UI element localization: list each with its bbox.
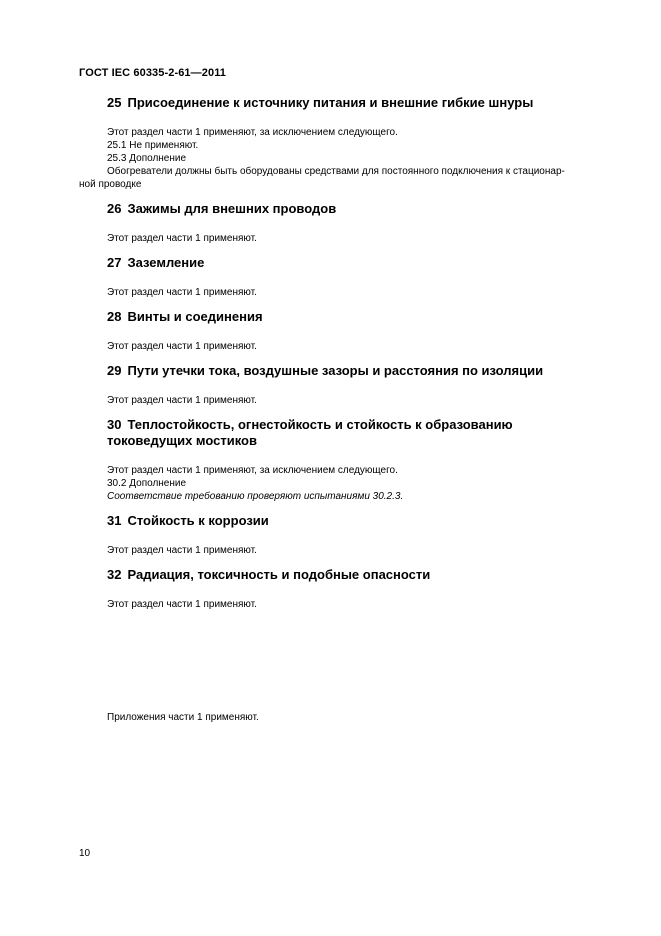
annexes-note: Приложения части 1 применяют. bbox=[107, 712, 259, 723]
section-number: 29 bbox=[107, 363, 122, 378]
section-29 bbox=[79, 363, 599, 407]
section-heading: Заземление bbox=[127, 255, 205, 270]
section-30 bbox=[79, 417, 599, 503]
section-heading: Зажимы для внешних проводов bbox=[127, 201, 337, 216]
section-number: 28 bbox=[107, 309, 122, 324]
section-heading: Радиация, токсичность и подобные опасности bbox=[127, 567, 431, 582]
section-title bbox=[107, 417, 599, 449]
document-header: ГОСТ IEC 60335-2-61—2011 bbox=[79, 67, 227, 79]
section-number: 32 bbox=[107, 567, 122, 582]
section-body bbox=[79, 544, 599, 557]
section-title bbox=[107, 201, 599, 217]
section-title bbox=[107, 363, 599, 379]
section-body bbox=[79, 598, 599, 611]
clause-line: 25.3 Дополнение bbox=[107, 153, 187, 164]
clause-line: 25.1 Не применяют. bbox=[107, 140, 199, 151]
section-title bbox=[107, 95, 599, 111]
section-number: 31 bbox=[107, 513, 122, 528]
section-27 bbox=[79, 255, 599, 299]
body-line: Этот раздел части 1 применяют, за исключением следующего. bbox=[107, 127, 398, 138]
section-heading-continuation: токоведущих мостиков bbox=[107, 433, 257, 448]
body-line: Этот раздел части 1 применяют. bbox=[107, 287, 257, 298]
section-31 bbox=[79, 513, 599, 557]
section-title bbox=[107, 255, 599, 271]
section-number: 26 bbox=[107, 201, 122, 216]
section-body bbox=[79, 464, 599, 503]
body-line: Этот раздел части 1 применяют. bbox=[107, 395, 257, 406]
section-28 bbox=[79, 309, 599, 353]
section-32 bbox=[79, 567, 599, 611]
section-number: 25 bbox=[107, 95, 122, 110]
body-line: Обогреватели должны быть оборудованы средствами для постоянного подключения к стационар- bbox=[107, 166, 565, 177]
section-heading: Пути утечки тока, воздушные зазоры и расстояния по изоляции bbox=[127, 363, 544, 378]
section-body bbox=[79, 286, 599, 299]
section-title bbox=[107, 567, 599, 583]
section-heading: Присоединение к источнику питания и внешние гибкие шнуры bbox=[127, 95, 534, 110]
section-number: 30 bbox=[107, 417, 122, 432]
clause-line: 30.2 Дополнение bbox=[107, 478, 187, 489]
section-body bbox=[79, 232, 599, 245]
section-body bbox=[79, 340, 599, 353]
section-heading: Стойкость к коррозии bbox=[127, 513, 269, 528]
section-25 bbox=[79, 95, 599, 191]
body-line: Этот раздел части 1 применяют. bbox=[107, 545, 257, 556]
body-line-continuation: ной проводке bbox=[79, 179, 142, 190]
page-number: 10 bbox=[79, 848, 91, 859]
section-heading: Винты и соединения bbox=[127, 309, 263, 324]
body-line: Этот раздел части 1 применяют, за исключением следующего. bbox=[107, 465, 398, 476]
section-number: 27 bbox=[107, 255, 122, 270]
section-body bbox=[79, 394, 599, 407]
section-title bbox=[107, 309, 599, 325]
section-title bbox=[107, 513, 599, 529]
body-line: Этот раздел части 1 применяют. bbox=[107, 599, 257, 610]
section-body bbox=[79, 126, 599, 191]
section-26 bbox=[79, 201, 599, 245]
section-heading: Теплостойкость, огнестойкость и стойкость к образованию bbox=[127, 417, 513, 432]
compliance-note: Соответствие требованию проверяют испытаниями 30.2.3. bbox=[107, 491, 404, 502]
body-line: Этот раздел части 1 применяют. bbox=[107, 341, 257, 352]
body-line: Этот раздел части 1 применяют. bbox=[107, 233, 257, 244]
